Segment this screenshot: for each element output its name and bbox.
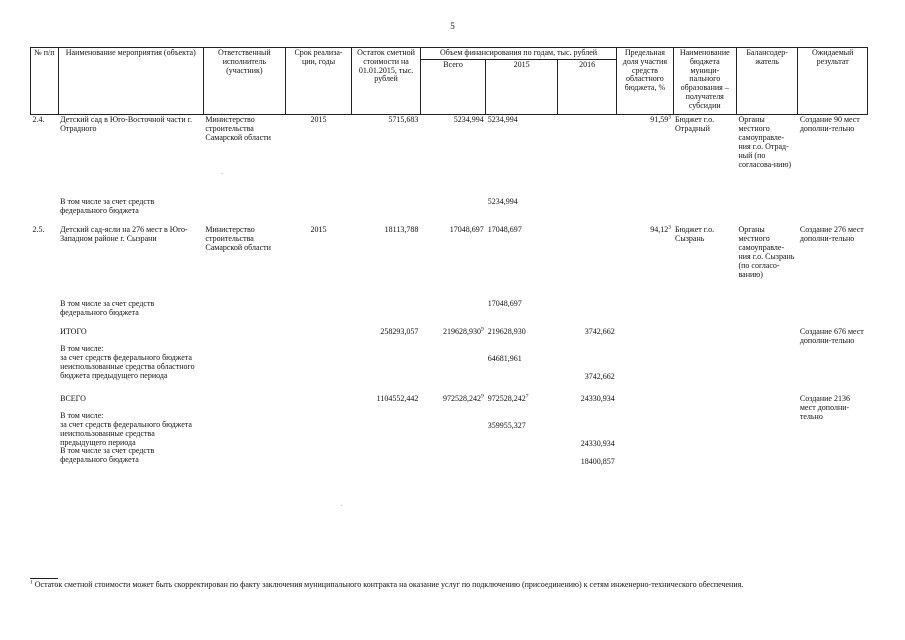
table-row (31, 114, 868, 197)
row-remainder: 5715,683 (388, 114, 419, 124)
row-budget: Бюджет г.о. Сызрань (675, 224, 715, 243)
row-2015: 5234,994 (487, 114, 518, 124)
itogo-remainder: 258293,057 (380, 326, 419, 336)
row-2016 (557, 225, 616, 299)
header-2016: 2016 (557, 59, 616, 114)
row-share: 94,12$^3$ (650, 224, 672, 234)
row-2016 (557, 114, 616, 197)
itogo-row (31, 327, 868, 383)
header-share: Предельная доля участия средств областного бюджета, % (617, 48, 673, 115)
table-row (31, 225, 868, 299)
row-budget: Бюджет г.о. Отрадный (675, 114, 715, 133)
table-row (31, 299, 868, 327)
header-budget: Наименование бюджета муници-пального образования – получателя субсидии (673, 48, 736, 115)
header-executor: Ответственный исполнитель (участник) (203, 48, 285, 115)
header-row (31, 48, 868, 60)
row-sub-2015: 5234,994 (487, 196, 518, 206)
itogo-2015: 219628,930 64681,961 (487, 326, 526, 363)
header-remainder: Остаток сметной стоимости на 01.01.2015, тыс. рублей (352, 48, 421, 115)
row-period: 2015 (310, 114, 327, 124)
page-number: 5 (450, 21, 455, 31)
vsego-remainder: 1104552,442 (376, 393, 419, 403)
row-name: Детский сад-ясли на 276 мест в Юго-Западном районе г. Сызрани (60, 224, 188, 243)
header-total: Всего (420, 59, 485, 114)
itogo-label: ИТОГО В том числе: за счет средств федерального бюджета неиспользованные средства областного бюджета предыдущего периода (60, 326, 195, 380)
row-result: Создание 276 мест дополни-тельно (799, 224, 864, 243)
row-executor: Министерство строительства Самарской области (205, 114, 271, 142)
row-total: 5234,994 (453, 114, 484, 124)
row-sub-2015: 17048,697 (487, 298, 522, 308)
itogo-total: 219628,930$^9$ (443, 326, 484, 336)
financing-table (30, 47, 868, 468)
itogo-2016: 3742,662 3742,662 (584, 326, 615, 381)
row-remainder: 18113,788 (384, 224, 419, 234)
vsego-2016: 24330,934 24330,934 18400,857 (580, 393, 615, 466)
header-name: Наименование мероприятия (объекта) (58, 48, 203, 115)
vsego-total: 972528,242$^9$ (443, 393, 484, 403)
footnote: $^1$ Остаток сметной стоимости может быть скорректирован по факту заключения муниципального контракта на оказание услуг по подключению (присоединению) к сетям инженерно-технического обеспечения. (30, 579, 744, 589)
row-holder: Органы местного самоуправле-ния г.о. Отрад-ный (по согласова-нию) (738, 114, 792, 169)
header-result: Ожидаемый результат (798, 48, 868, 115)
scan-speck: ` (221, 172, 224, 180)
header-period: Срок реализа-ции, годы (285, 48, 352, 115)
row-result: Создание 90 мест дополни-тельно (799, 114, 860, 133)
row-name: Детский сад в Юго-Восточной части г. Отрадного (60, 114, 192, 133)
vsego-result: Создание 2136 мест дополни-тельно (799, 393, 850, 421)
vsego-row (31, 383, 868, 468)
row-num: 2.5. (32, 224, 45, 234)
table-row (31, 197, 868, 225)
row-num: 2.4. (32, 114, 45, 124)
row-sub-label: В том числе за счет средств федерального бюджета (60, 196, 155, 215)
row-period: 2015 (310, 224, 327, 234)
vsego-2015: 972528,242$^7$ 359955,327 (487, 393, 529, 430)
itogo-result: Создание 676 мест дополни-тельно (799, 326, 864, 345)
row-total: 17048,697 (449, 224, 484, 234)
header-financing: Объем финансирования по годам, тыс. рублей (420, 48, 616, 60)
row-2015: 17048,697 (487, 224, 522, 234)
row-holder: Органы местного самоуправле-ния г.о. Сызрань (по согласо-ванию) (738, 224, 795, 279)
header-2015: 2015 (486, 59, 558, 114)
header-num: № п/п (31, 48, 59, 115)
row-share: 91,59$^3$ (650, 114, 672, 124)
scan-speck: · (340, 502, 343, 510)
vsego-label: ВСЕГО В том числе: за счет средств федерального бюджета неиспользованные средства предыдущего периода В том числе за счет средств федерального бюджета (60, 393, 192, 465)
row-executor: Министерство строительства Самарской области (205, 224, 271, 252)
header-holder: Балансодер-жатель (736, 48, 797, 115)
footnote-rule (30, 578, 58, 579)
row-sub-label: В том числе за счет средств федерального бюджета (60, 298, 155, 317)
